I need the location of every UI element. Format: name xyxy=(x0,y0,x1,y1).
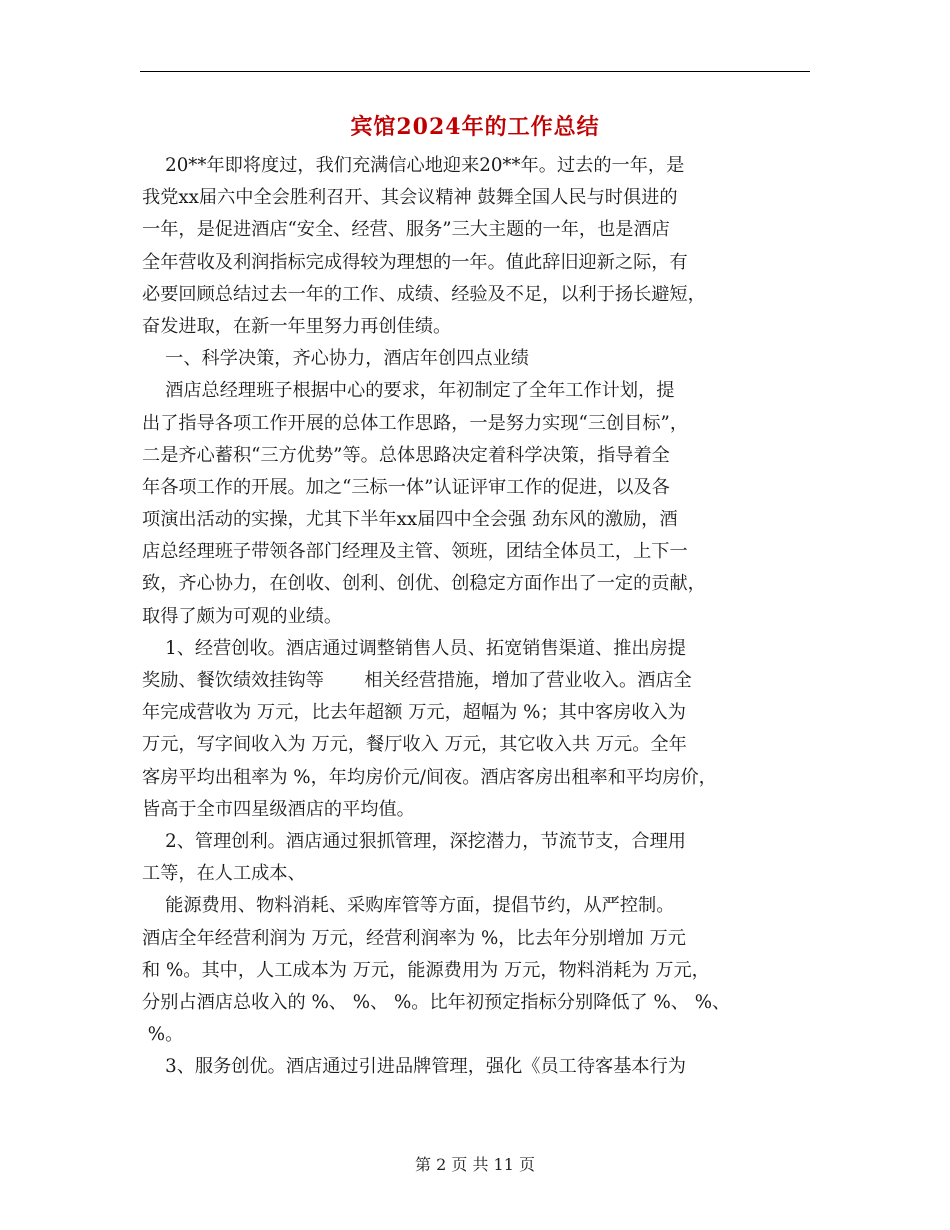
body-line: 必要回顾总结过去一年的工作、成绩、经验及不足，以利于扬长避短， xyxy=(142,283,706,305)
body-line: 能源费用、物料消耗、采购库管等方面，提倡节约，从严控制。 xyxy=(142,895,675,917)
body-line: 年各项工作的开展。加之“三标一体”认证评审工作的促进，以及各 xyxy=(142,476,670,498)
body-line: 酒店总经理班子根据中心的要求，年初制定了全年工作计划，提 xyxy=(142,380,675,402)
body-line: 3、服务创优。酒店通过引进品牌管理，强化《员工待客基本行为 xyxy=(142,1056,686,1078)
body-line: 万元，写字间收入为 万元，餐厅收入 万元，其它收入共 万元。全年 xyxy=(142,734,687,756)
body-line: 项演出活动的实操，尤其下半年xx届四中全会强 劲东风的激励，酒 xyxy=(142,509,678,531)
page-number: 第 2 页 共 11 页 xyxy=(415,1155,535,1174)
body-line: %。 xyxy=(142,1024,184,1046)
header-rule xyxy=(140,71,810,72)
body-line: 致，齐心协力，在创收、创利、创优、创稳定方面作出了一定的贡献， xyxy=(142,573,706,595)
body-line: 2、管理创利。酒店通过狠抓管理，深挖潜力，节流节支，合理用 xyxy=(142,830,686,852)
body-line: 和 %。其中，人工成本为 万元，能源费用为 万元，物料消耗为 万元， xyxy=(142,959,710,981)
body-line: 1、经营创收。酒店通过调整销售人员、拓宽销售渠道、推出房提 xyxy=(142,637,686,659)
body-line: 酒店全年经营利润为 万元，经营利润率为 %，比去年分别增加 万元 xyxy=(142,927,686,949)
body-line: 客房平均出租率为 %，年均房价元/间夜。酒店客房出租率和平均房价， xyxy=(142,766,717,788)
body-line: 二是齐心蓄积“三方优势”等。总体思路决定着科学决策，指导着全 xyxy=(142,444,670,466)
document-title: 宾馆2024年的工作总结 xyxy=(350,114,600,140)
body-line: 奋发进取，在新一年里努力再创佳绩。 xyxy=(142,315,452,337)
body-line: 我党xx届六中全会胜利召开、其会议精神 鼓舞全国人民与时俱进的 xyxy=(142,187,678,209)
body-line: 工等，在人工成本、 xyxy=(142,863,306,885)
section-heading: 一、科学决策，齐心协力，酒店年创四点业绩 xyxy=(142,348,529,370)
body-line: 奖励、餐饮绩效挂钩等 相关经营措施，增加了营业收入。酒店全 xyxy=(142,670,692,691)
document-body xyxy=(142,150,814,1083)
body-line: 20**年即将度过，我们充满信心地迎来20**年。过去的一年，是 xyxy=(142,155,685,176)
body-line: 一年，是促进酒店“安全、经营、服务”三大主题的一年，也是酒店 xyxy=(142,219,670,241)
body-line: 全年营收及利润指标完成得较为理想的一年。值此辞旧迎新之际，有 xyxy=(142,251,688,273)
body-line: 店总经理班子带领各部门经理及主管、领班，团结全体员工，上下一 xyxy=(142,541,688,563)
body-line: 皆高于全市四星级酒店的平均值。 xyxy=(142,798,415,820)
body-line: 出了指导各项工作开展的总体工作思路，一是努力实现“三创目标”， xyxy=(142,412,689,434)
body-line: 分别占酒店总收入的 %、 %、 %。比年初预定指标分别降低了 %、 %、 xyxy=(142,991,731,1013)
body-line: 年完成营收为 万元，比去年超额 万元，超幅为 %；其中客房收入为 xyxy=(142,702,686,724)
body-line: 取得了颇为可观的业绩。 xyxy=(142,605,343,627)
